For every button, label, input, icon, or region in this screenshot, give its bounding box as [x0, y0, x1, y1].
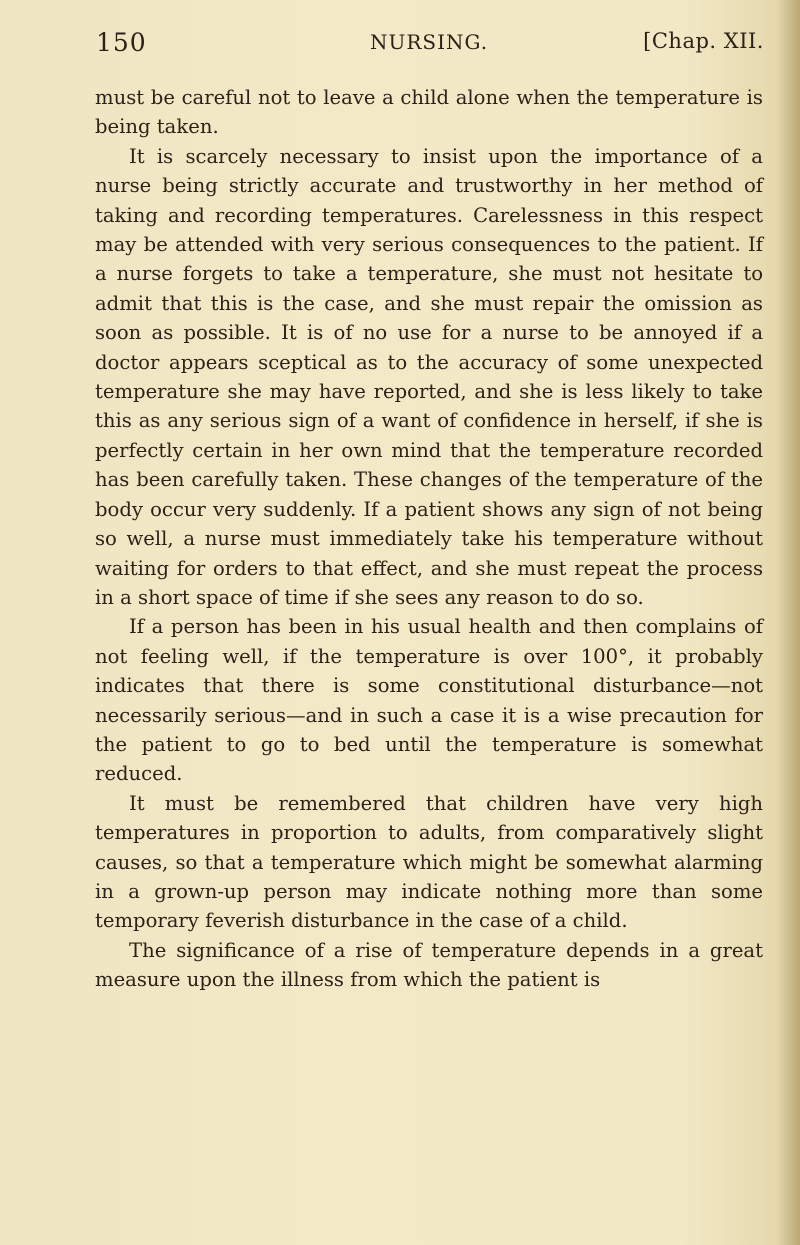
paragraph-3: If a person has been in his usual health and then complains of not feeling well, if the temperature is over 100°, it probably indicates that there is some constitutional disturbance—not necessarily serious—and in such a case it is a wise precaution for the patient to go to bed until the temperature is somewhat reduced. — [95, 615, 763, 786]
running-head — [96, 28, 764, 64]
paragraph-5: The significance of a rise of temperature depends in a great measure upon the illness from which the patient is — [95, 938, 763, 992]
page-number: 150 — [96, 28, 147, 57]
paragraph-2: It is scarcely necessary to insist upon the importance of a nurse being strictly accurate and trustworthy in her method of taking and recording temperatures. Carelessness in this respect may be attended with very serious consequences to the patient. If a nurse forgets to take a temperature, she must not hesitate to admit that this is the case, and she must repair the omission as soon as possible. It is of no use for a nurse to be annoyed if a doctor appears sceptical as to the accuracy of some unexpected temperature she may have reported, and she is less likely to take this as any serious sign of a want of confidence in herself, if she is perfectly certain in her own mind that the temperature recorded has been carefully taken. These changes of the temperature of the body occur very suddenly. If a patient shows any sign of not being so well, a nurse must immediately take his temperature without waiting for orders to that effect, and she must repeat the process in a short space of time if she sees any reason to do so. — [95, 144, 763, 609]
paragraph-4: It must be remembered that children have very high temperatures in proportion to adults, from comparatively slight causes, so that a temperature which might be somewhat alarming in a grown-up person may indicate nothing more than some temporary feverish disturbance in the case of a child. — [95, 791, 763, 933]
running-title: NURSING. — [370, 30, 489, 54]
body-text — [95, 83, 763, 995]
chapter-reference: [Chap. XII. — [643, 29, 764, 53]
paragraph-1: must be careful not to leave a child alone when the temperature is being taken. — [95, 86, 763, 139]
